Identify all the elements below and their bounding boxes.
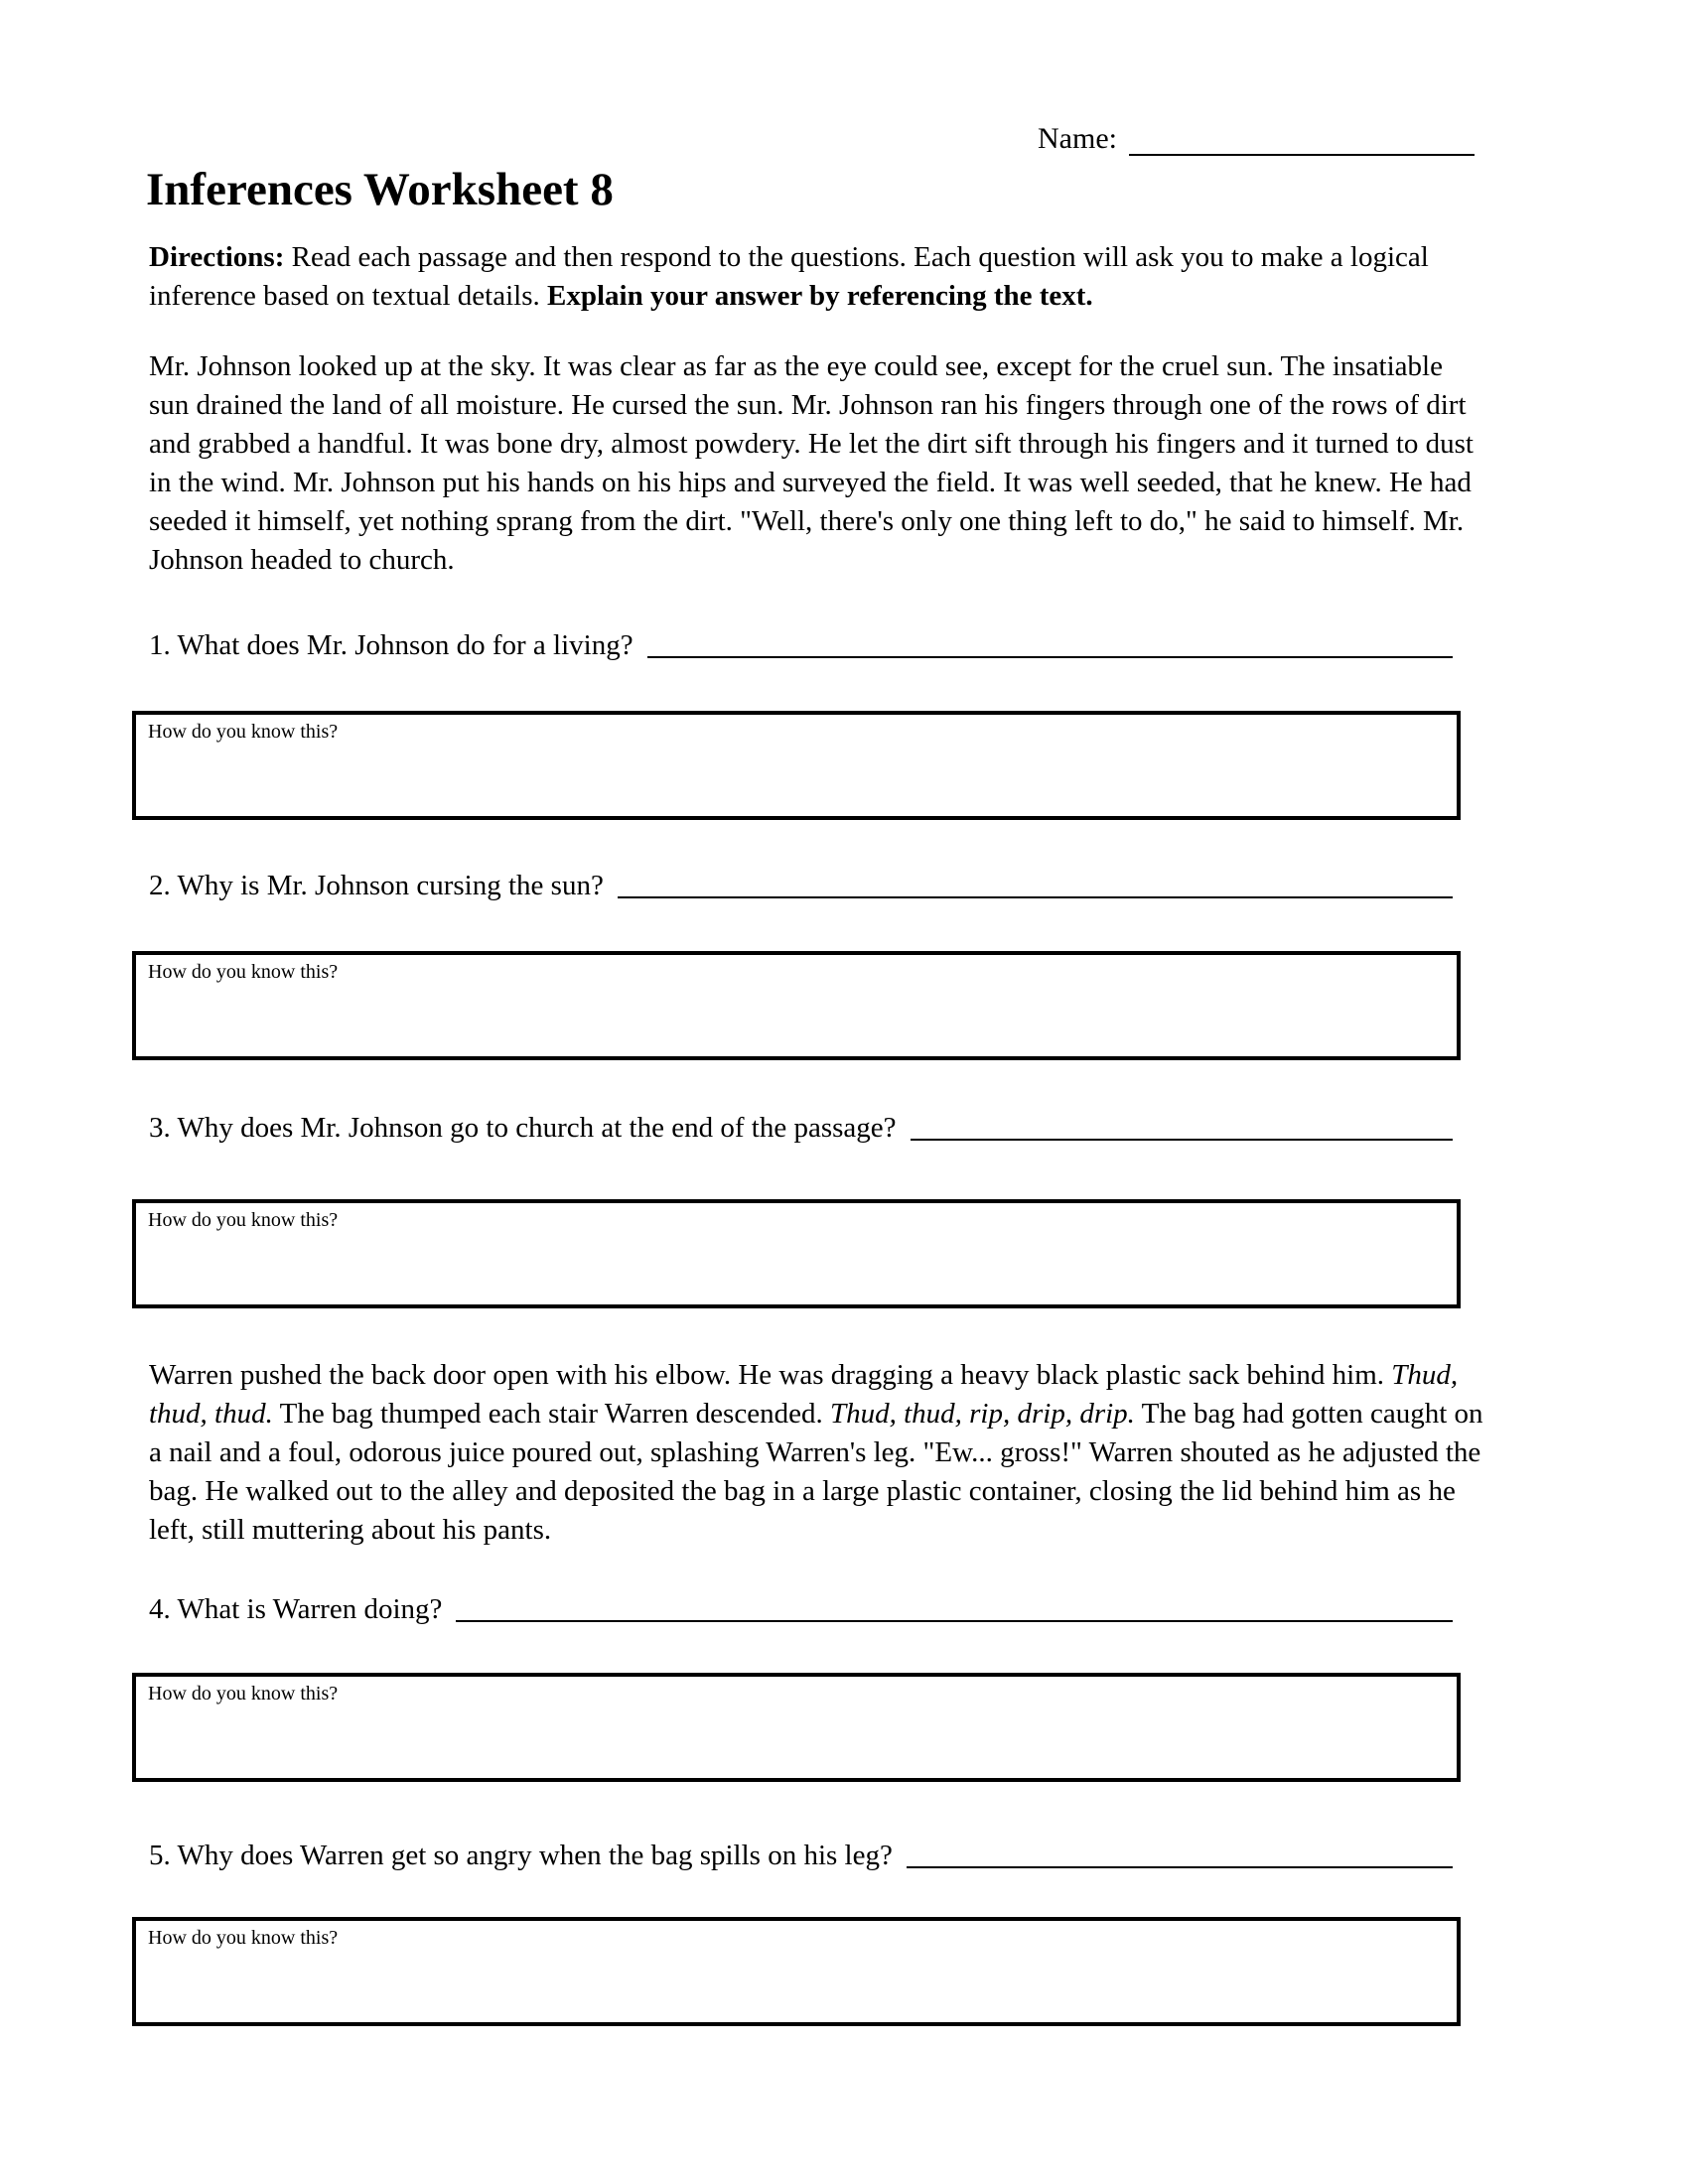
question-1-text: 1. What does Mr. Johnson do for a living?: [149, 629, 633, 661]
passage-2-part-3: The bag had gotten caught on a nail and a foul, odorous juice poured out, splashing Warren's leg. "Ew... gross!" Warren shouted as he adjusted the bag. He walked out to the alley and deposited the bag in a large plastic container, closing the lid behind him as he left, still muttering about his pants.: [149, 1398, 1483, 1546]
passage-2-part-1: Warren pushed the back door open with his elbow. He was dragging a heavy black plastic sack behind him.: [149, 1359, 1392, 1391]
answer-box-3-label: How do you know this?: [148, 1209, 339, 1231]
name-label: Name:: [1038, 122, 1117, 155]
question-2: [149, 866, 1453, 905]
question-5-text: 5. Why does Warren get so angry when the bag spills on his leg?: [149, 1840, 893, 1871]
question-5-answer-blank[interactable]: [907, 1836, 1453, 1868]
name-blank-line[interactable]: [1129, 121, 1475, 156]
question-2-text: 2. Why is Mr. Johnson cursing the sun?: [149, 870, 604, 901]
directions-emphasis: Explain your answer by referencing the text.: [547, 280, 1093, 312]
passage-2-italic-2: Thud, thud, rip, drip, drip.: [829, 1398, 1135, 1430]
directions-label: Directions:: [149, 241, 285, 273]
answer-box-3[interactable]: [132, 1199, 1461, 1308]
answer-box-4-label: How do you know this?: [148, 1683, 339, 1705]
passage-2-italic-1: Thud, thud, thud.: [149, 1359, 1459, 1430]
question-1-answer-blank[interactable]: [647, 625, 1453, 658]
passage-2-part-2: The bag thumped each stair Warren descended.: [272, 1398, 830, 1430]
directions-text: [149, 238, 1489, 316]
passage-1: Mr. Johnson looked up at the sky. It was clear as far as the eye could see, except for the cruel sun. The insatiable sun drained the land of all moisture. He cursed the sun. Mr. Johnson ran his fingers through one of the rows of dirt and grabbed a handful. It was bone dry, almost powdery. He let the dirt sift through his fingers and it turned to dust in the wind. Mr. Johnson put his hands on his hips and surveyed the field. It was well seeded, that he knew. He had seeded it himself, yet nothing sprang from the dirt. "Well, there's only one thing left to do," he said to himself. Mr. Johnson headed to church.: [149, 350, 1474, 576]
answer-box-4[interactable]: [132, 1673, 1461, 1782]
directions-body: Read each passage and then respond to the questions. Each question will ask you to make a logical inference based on textual details.: [149, 241, 1429, 312]
question-2-answer-blank[interactable]: [618, 866, 1453, 898]
answer-box-5[interactable]: [132, 1917, 1461, 2026]
answer-box-2[interactable]: [132, 951, 1461, 1060]
answer-box-5-label: How do you know this?: [148, 1927, 339, 1949]
question-4: [149, 1589, 1453, 1629]
question-4-text: 4. What is Warren doing?: [149, 1593, 443, 1625]
answer-box-1-label: How do you know this?: [148, 721, 339, 743]
question-3-text: 3. Why does Mr. Johnson go to church at the end of the passage?: [149, 1112, 897, 1144]
answer-box-1[interactable]: [132, 711, 1461, 820]
question-3: [149, 1108, 1453, 1148]
question-5: [149, 1836, 1453, 1875]
name-row: [1038, 0, 1688, 157]
passage-2: [149, 1356, 1489, 1550]
question-3-answer-blank[interactable]: [911, 1108, 1454, 1141]
question-4-answer-blank[interactable]: [456, 1589, 1453, 1622]
page-title: Inferences Worksheet 8: [146, 164, 614, 215]
answer-box-2-label: How do you know this?: [148, 961, 339, 983]
question-1: [149, 625, 1453, 665]
